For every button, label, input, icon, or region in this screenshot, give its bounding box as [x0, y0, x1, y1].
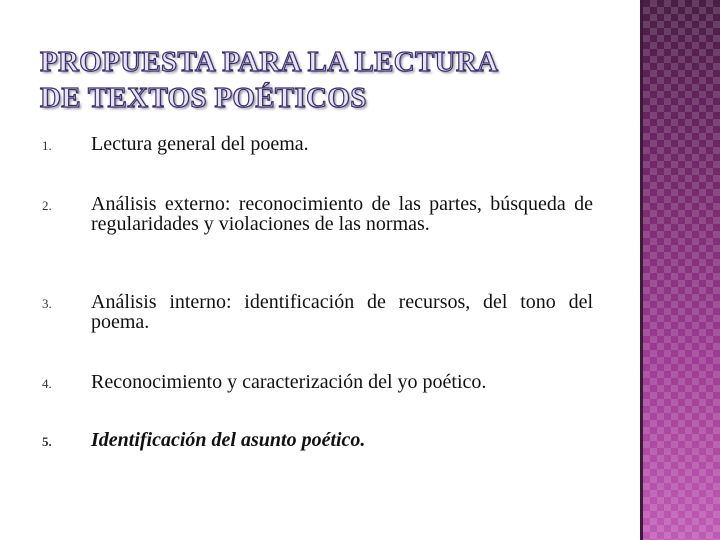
list-item-text: Lectura general del poema.	[91, 133, 309, 155]
decorative-side-panel	[643, 0, 720, 540]
list-item-number: 2.	[42, 198, 52, 213]
list-item-number: 4.	[42, 376, 52, 391]
slide-title	[40, 44, 600, 116]
list-item-text: Reconocimiento y caracterización del yo poético.	[91, 371, 487, 393]
title-line-1: PROPUESTA PARA LA LECTURA	[40, 46, 499, 78]
list-item-number: 3.	[42, 296, 52, 311]
list-item-text: Análisis externo: reconocimiento de las partes, búsqueda de regularidades y violaciones de las normas.	[91, 193, 593, 235]
title-line-2: DE TEXTOS POÉTICOS	[40, 82, 367, 114]
list-item-text: Análisis interno: identificación de recursos, del tono del poema.	[91, 291, 593, 333]
list-item-number: 5.	[42, 434, 52, 449]
list-item-text: Identificación del asunto poético.	[91, 429, 366, 451]
list-item-number: 1.	[42, 138, 52, 153]
